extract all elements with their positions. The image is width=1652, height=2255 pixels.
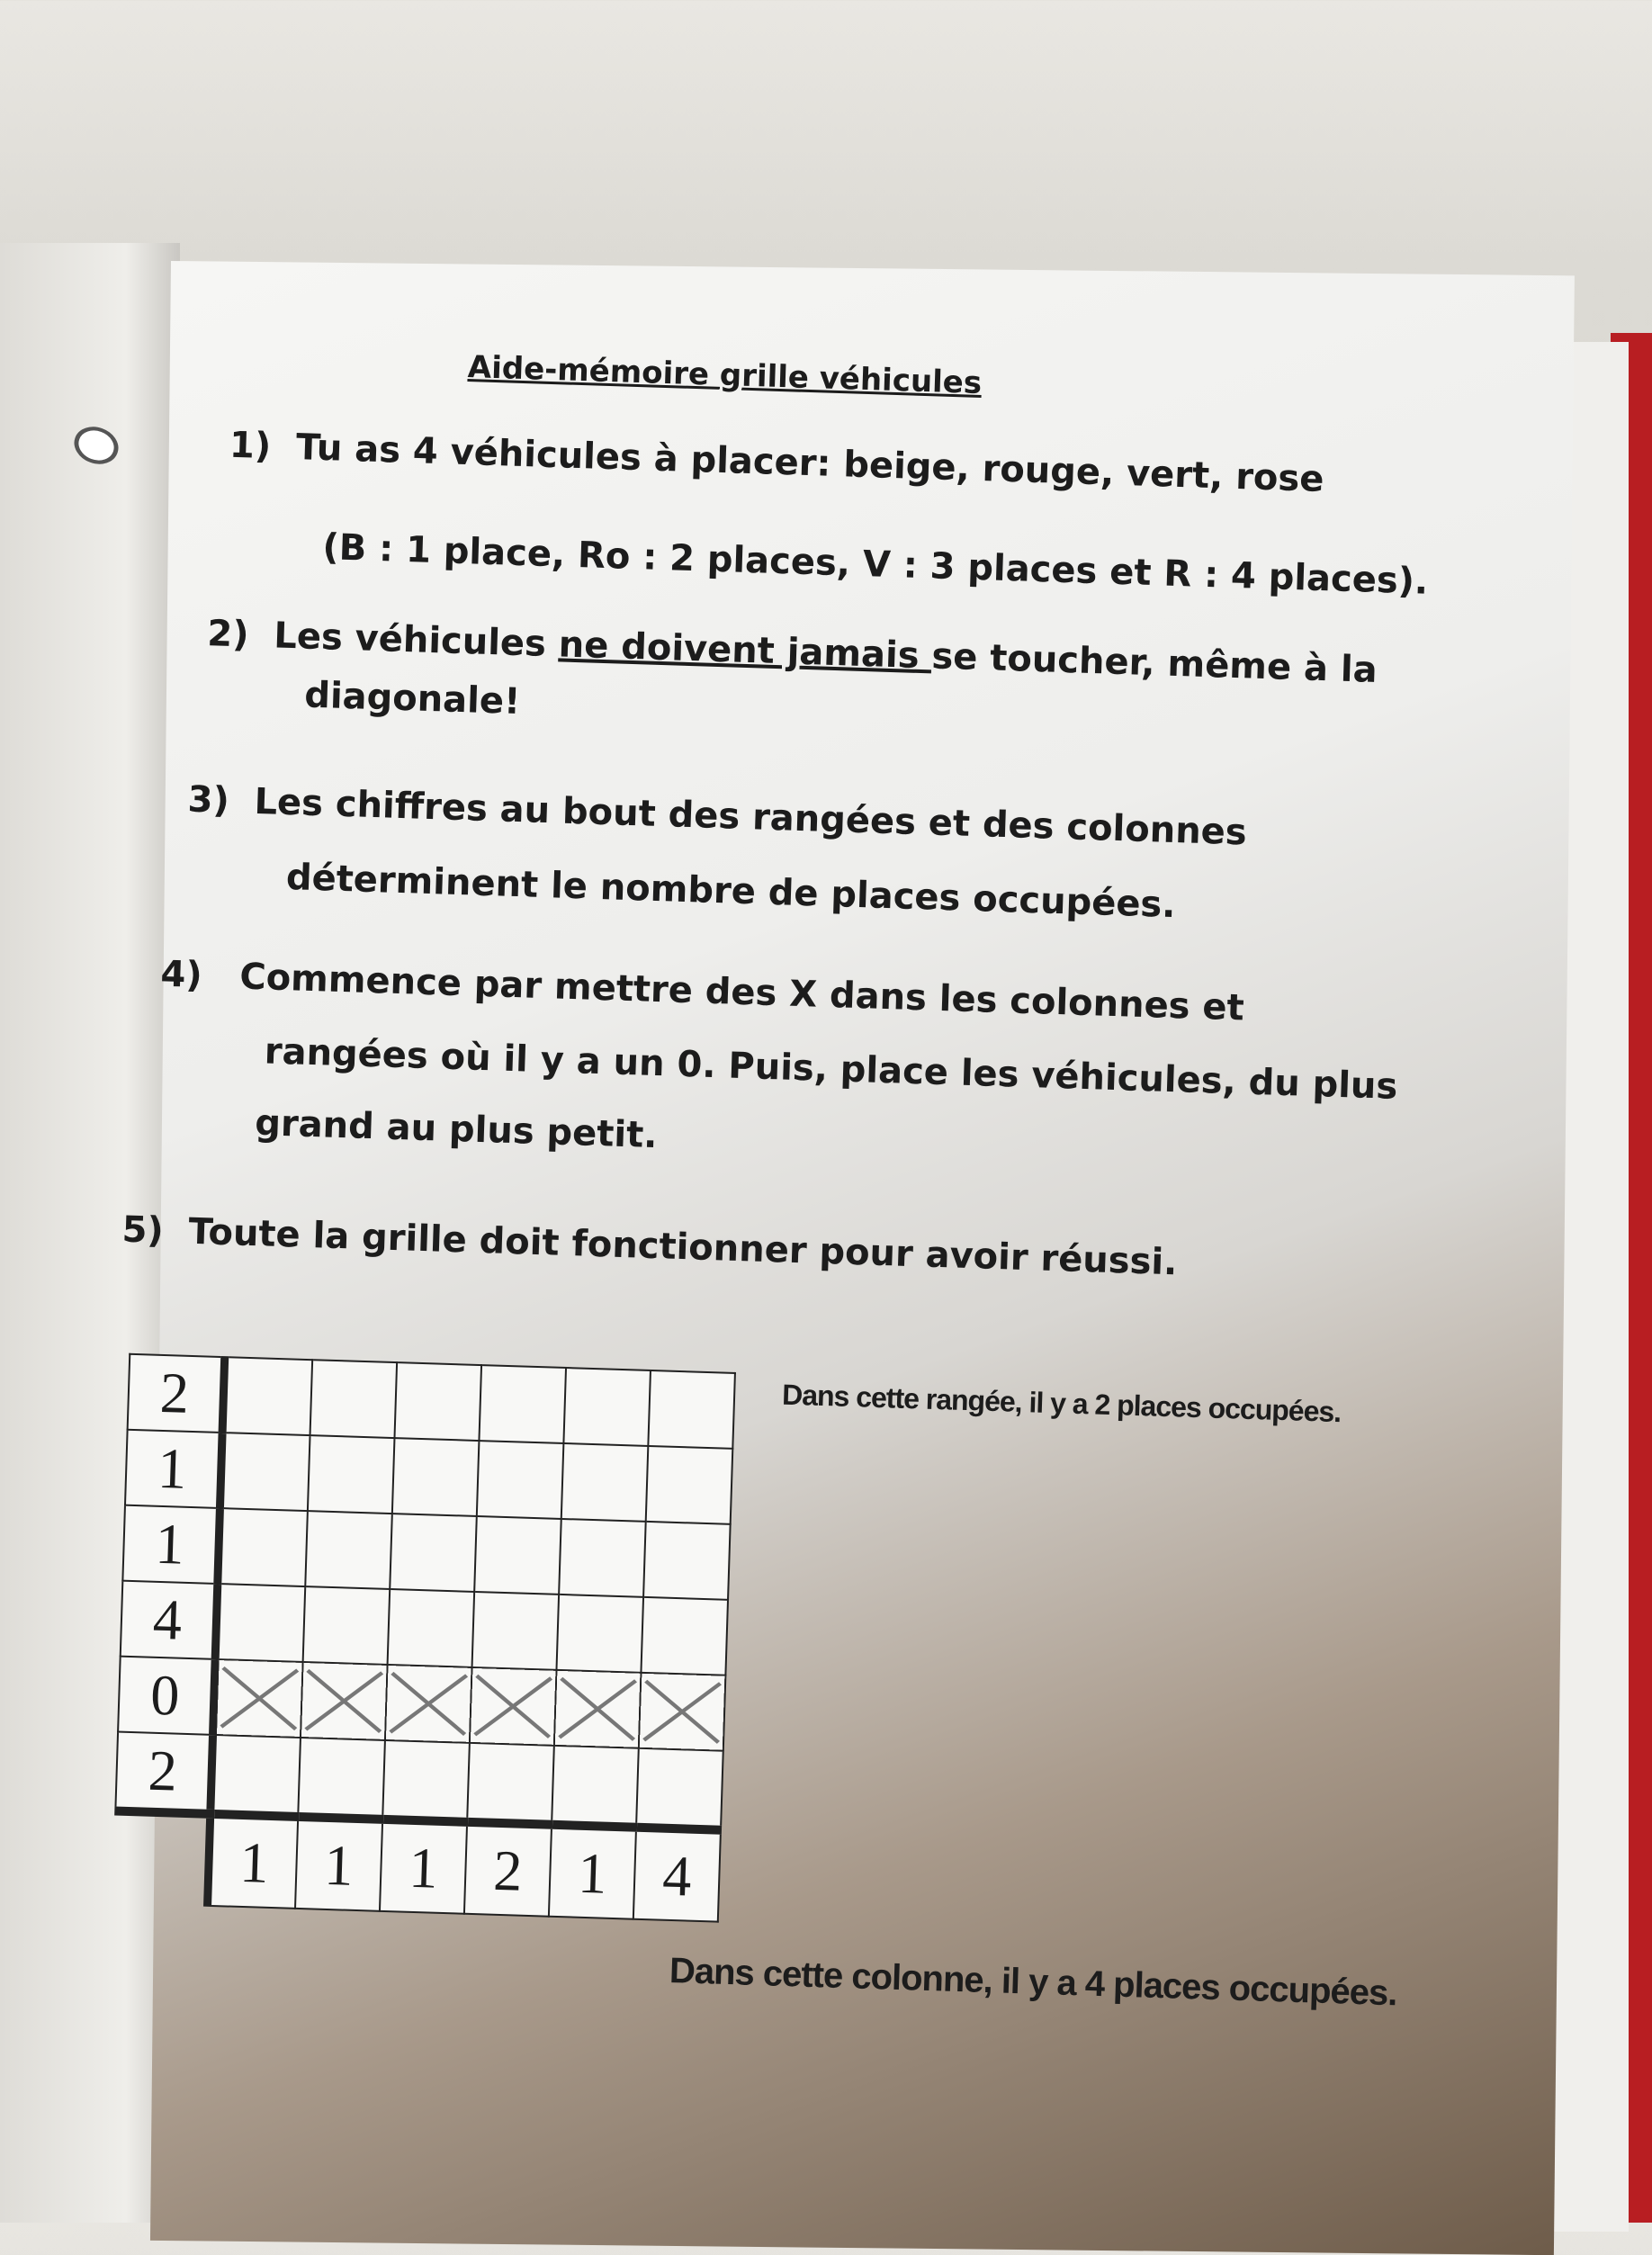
item-4-cont: rangées où il y a un 0. Puis, place les véhicules, du plus xyxy=(264,1030,1398,1108)
grid-cell[interactable] xyxy=(552,1746,639,1828)
item-text: se toucher, même à la xyxy=(930,635,1378,691)
row-clue: 0 xyxy=(118,1657,215,1735)
x-mark-icon xyxy=(471,1668,556,1745)
grid-cell[interactable] xyxy=(308,1435,395,1514)
grid-cell[interactable] xyxy=(390,1514,477,1592)
item-1-cont: (B : 1 place, Ro : 2 places, V : 3 places et R : 4 places). xyxy=(321,526,1429,603)
grid-cell[interactable] xyxy=(303,1586,391,1665)
row-clue: 2 xyxy=(128,1354,225,1433)
column-annotation: Dans cette colonne, il y a 4 places occupées. xyxy=(669,1950,1398,2014)
item-3-cont: déterminent le nombre de places occupées. xyxy=(285,857,1177,927)
grid-cell-crossed[interactable] xyxy=(385,1665,472,1743)
row-clue: 1 xyxy=(125,1430,222,1508)
x-mark-icon xyxy=(217,1660,302,1737)
column-clue: 1 xyxy=(295,1817,382,1911)
item-3 xyxy=(187,779,1247,854)
item-5 xyxy=(121,1208,1178,1283)
grid-cell[interactable] xyxy=(218,1508,308,1586)
item-text: Tu as 4 véhicules à placer: beige, rouge, vert, rose xyxy=(295,427,1325,500)
item-number: 2) xyxy=(206,613,250,656)
grid-cell[interactable] xyxy=(305,1511,392,1589)
column-clue: 4 xyxy=(633,1828,721,1922)
x-mark-icon xyxy=(640,1674,725,1750)
grid-cell[interactable] xyxy=(392,1438,480,1516)
grid-cell[interactable] xyxy=(648,1370,735,1449)
x-mark-icon xyxy=(386,1666,471,1742)
grid-cell[interactable] xyxy=(220,1433,310,1511)
item-number: 4) xyxy=(159,953,203,997)
grid-cell[interactable] xyxy=(643,1522,731,1600)
grid-cell[interactable] xyxy=(222,1357,312,1435)
grid-cell[interactable] xyxy=(382,1740,470,1822)
grid-cell-crossed[interactable] xyxy=(470,1667,557,1746)
item-number: 1) xyxy=(229,424,272,468)
grid-cell-crossed[interactable] xyxy=(301,1662,388,1740)
item-text: Les chiffres au bout des rangées et des colonnes xyxy=(253,780,1248,854)
column-clue: 1 xyxy=(380,1819,467,1914)
x-mark-icon xyxy=(555,1671,641,1747)
grid-cell[interactable] xyxy=(479,1365,566,1443)
grid-cell[interactable] xyxy=(215,1584,305,1662)
column-clue: 2 xyxy=(464,1822,552,1917)
grid-cell[interactable] xyxy=(636,1748,723,1830)
grid-cell[interactable] xyxy=(477,1441,564,1519)
grid-cell[interactable] xyxy=(646,1446,733,1524)
grid-cell[interactable] xyxy=(472,1592,560,1670)
row-clue: 2 xyxy=(115,1732,212,1814)
item-1 xyxy=(229,425,1324,500)
grid-cell[interactable] xyxy=(559,1519,646,1597)
item-number: 3) xyxy=(186,778,230,822)
grid-cell[interactable] xyxy=(394,1362,481,1441)
item-text: Les véhicules xyxy=(273,615,560,666)
row-clue: 4 xyxy=(121,1581,218,1659)
item-2-cont: diagonale! xyxy=(303,674,521,723)
grid-cell-crossed[interactable] xyxy=(213,1659,303,1738)
grid-cell[interactable] xyxy=(211,1735,301,1817)
item-text: Commence par mettre des X dans les colonnes et xyxy=(238,956,1245,1029)
column-clue: 1 xyxy=(208,1814,299,1909)
grid-cell[interactable] xyxy=(556,1595,643,1673)
grid-cell[interactable] xyxy=(388,1589,475,1667)
grid-cell[interactable] xyxy=(310,1360,398,1438)
grid-cell[interactable] xyxy=(474,1516,561,1595)
grid-cell-crossed[interactable] xyxy=(554,1670,642,1748)
row-clue: 1 xyxy=(122,1505,220,1584)
grid-cell[interactable] xyxy=(561,1443,649,1522)
grid-cell[interactable] xyxy=(467,1743,554,1825)
item-4-cont2: grand au plus petit. xyxy=(254,1102,659,1157)
grid-cell[interactable] xyxy=(641,1597,728,1676)
grid-cell[interactable] xyxy=(563,1368,651,1446)
item-number: 5) xyxy=(121,1208,165,1252)
x-mark-icon xyxy=(301,1663,387,1739)
column-clue: 1 xyxy=(549,1825,636,1919)
example-grid xyxy=(112,1353,736,1923)
column-clues-row xyxy=(112,1811,721,1922)
corner-cell xyxy=(112,1811,211,1906)
item-text: Toute la grille doit fonctionner pour avoir réussi. xyxy=(187,1210,1179,1284)
item-4 xyxy=(160,954,1245,1029)
item-underlined-text: ne doivent jamais xyxy=(558,624,933,678)
row-annotation: Dans cette rangée, il y a 2 places occupées. xyxy=(781,1378,1342,1429)
grid-cell[interactable] xyxy=(298,1738,385,1819)
page-title: Aide-mémoire grille véhicules xyxy=(467,349,983,401)
grid-cell-crossed[interactable] xyxy=(639,1673,726,1751)
